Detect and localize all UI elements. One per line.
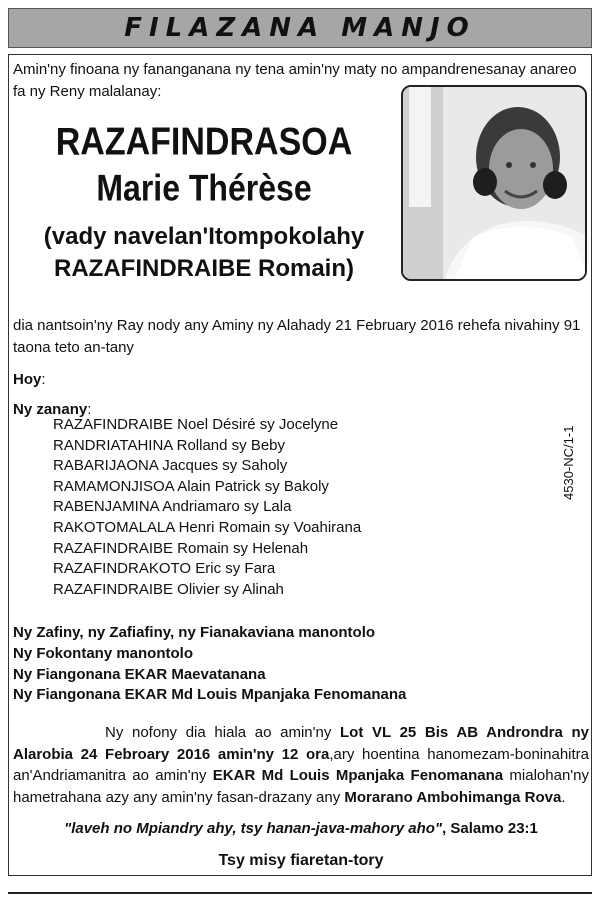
family-line: Ny Fokontany manontolo (13, 644, 193, 662)
spouse-line-2: RAZAFINDRAIBE Romain) (54, 255, 354, 282)
funeral-text-4: . (561, 788, 566, 806)
burial-place: Morarano Ambohimanga Rova (344, 788, 562, 806)
list-item: RAZAFINDRAIBE Romain sy Helenah (53, 539, 309, 557)
page-title: FILAZANA MANJO (124, 13, 476, 43)
deceased-surname: RAZAFINDRASOA (55, 120, 353, 164)
family-line: Ny Fiangonana EKAR Md Louis Mpanjaka Fenomanana (13, 686, 407, 704)
funeral-text-1: Ny nofony dia hiala ao amin'ny (105, 724, 341, 741)
portrait-photo (401, 85, 587, 281)
children-heading: Ny zanany: (13, 401, 92, 418)
hoy-line: Hoy: (13, 371, 46, 388)
children-label: Ny zanany (13, 401, 88, 418)
funeral-text-3: mialohan'ny hametrahana azy any amin'ny fasan-drazany any (13, 767, 589, 806)
deceased-name-block (29, 119, 379, 285)
spouse-line-1: (vady navelan'Itompokolahy (43, 223, 365, 250)
portrait-image (403, 87, 587, 281)
reference-code: 4530-NC/1-1 (561, 425, 576, 500)
funeral-text-2: ,ary hoentina hanomezam-boninahitra an'Andriamanitra ao amin'ny (13, 745, 590, 784)
family-list (13, 623, 406, 706)
list-item: RAZAFINDRAIBE Noel Désiré sy Jocelyne (53, 416, 339, 433)
list-item: RABARIJAONA Jacques sy Saholy (53, 457, 288, 475)
list-item: RAZAFINDRAIBE Olivier sy Alinah (53, 580, 284, 598)
family-line: Ny Fiangonana EKAR Maevatanana (13, 665, 266, 683)
verse-quote: "laveh no Mpiandry ahy, tsy hanan-java-mahory aho" (64, 820, 443, 837)
list-item: RAMAMONJISOA Alain Patrick sy Bakoly (53, 477, 329, 495)
family-line: Ny Zafiny, ny Zafiafiny, ny Fianakaviana manontolo (13, 624, 376, 641)
list-item: RAKOTOMALALA Henri Romain sy Voahirana (53, 518, 362, 536)
intro-text: Amin'ny finoana ny fananganana ny tena amin'ny maty no ampandrenesanay anareo fa ny Reny malalanay: (13, 61, 577, 100)
funeral-location: Lot VL 25 Bis AB Androndra ny Alarobia 24 Febroary 2016 amin'ny 12 ora (13, 724, 589, 763)
list-item: RABENJAMINA Andriamaro sy Lala (53, 498, 292, 516)
deceased-given-names: Marie Thérèse (96, 167, 312, 209)
notice-box (8, 54, 592, 876)
bible-verse (9, 820, 593, 837)
death-notice: dia nantsoin'ny Ray nody any Aminy ny Alahady 21 February 2016 rehefa nivahiny 91 taona teto an-tany (13, 317, 581, 356)
bottom-divider (8, 892, 592, 894)
hoy-label: Hoy (13, 371, 42, 388)
verse-ref: , Salamo 23:1 (442, 820, 538, 837)
funeral-details (13, 722, 589, 808)
funeral-church: EKAR Md Louis Mpanjaka Fenomanana (212, 767, 504, 784)
header-banner (8, 8, 592, 48)
list-item: RANDRIATAHINA Rolland sy Beby (53, 436, 286, 454)
list-item: RAZAFINDRAKOTO Eric sy Fara (53, 560, 276, 578)
closing-line: Tsy misy fiaretan-tory (218, 852, 384, 869)
children-list (53, 415, 361, 600)
